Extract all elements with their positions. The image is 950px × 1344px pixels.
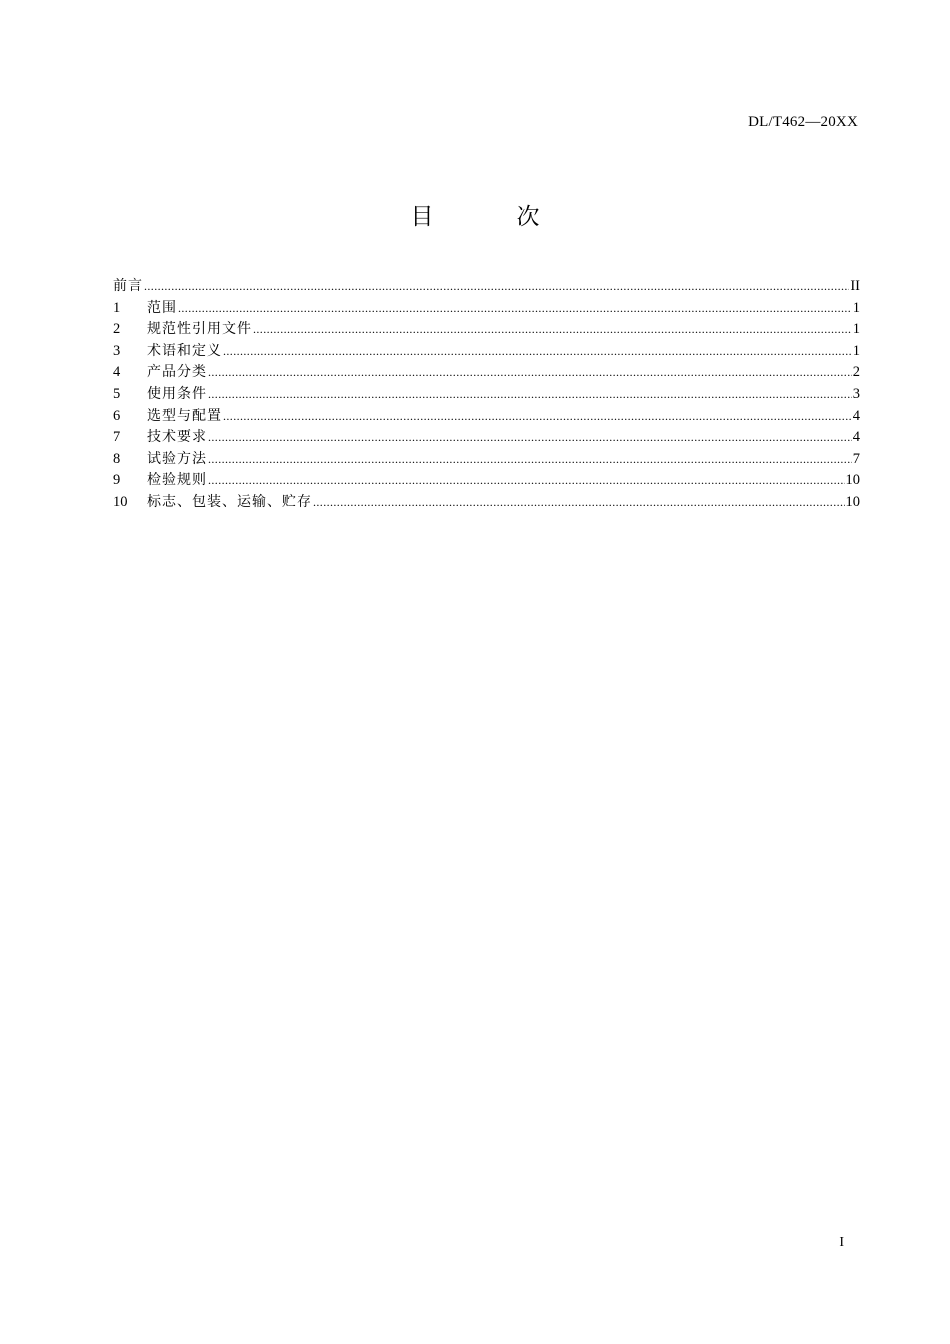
toc-entry-5[interactable] (113, 384, 860, 406)
toc-entry-page: II (850, 278, 860, 294)
toc-entry-number: 2 (113, 321, 121, 338)
toc-entry-number: 1 (113, 299, 121, 316)
toc-entry-7[interactable] (113, 427, 860, 449)
toc-entry-number: 4 (113, 364, 121, 381)
document-code: DL/T462—20XX (748, 114, 858, 130)
toc-entry-page: 2 (852, 364, 860, 381)
toc-entry-3[interactable] (113, 341, 860, 363)
toc-entry-9[interactable] (113, 470, 860, 492)
toc-entry-page: 10 (845, 493, 860, 510)
toc-entry-page: 4 (852, 407, 860, 424)
toc-entry-label: 前言 (113, 278, 143, 294)
toc-entry-page: 1 (852, 342, 860, 359)
toc-entry-label: 选型与配置 (147, 407, 222, 424)
dot-leader (208, 384, 852, 406)
toc-entry-number: 7 (113, 429, 121, 446)
dot-leader (253, 319, 852, 341)
toc-entry-label: 标志、包装、运输、贮存 (147, 493, 312, 510)
toc-entry-label: 技术要求 (147, 429, 207, 446)
toc-entry-number: 10 (113, 493, 128, 510)
toc-entry-label: 试验方法 (147, 450, 207, 467)
dot-leader (223, 341, 852, 363)
toc-entry-2[interactable] (113, 319, 860, 341)
toc-entry-1[interactable] (113, 298, 860, 320)
toc-entry-number: 6 (113, 407, 121, 424)
toc-entry-page: 7 (852, 450, 860, 467)
page-title: 目 次 (410, 204, 570, 230)
toc-entry-page: 1 (852, 321, 860, 338)
toc-entry-number: 8 (113, 450, 121, 467)
dot-leader (208, 427, 852, 449)
dot-leader (178, 298, 852, 320)
toc-entry-8[interactable] (113, 449, 860, 471)
toc-entry-label: 产品分类 (147, 364, 207, 381)
toc-entry-10[interactable] (113, 492, 860, 514)
toc-entry-label: 范围 (147, 299, 177, 316)
toc-entry-foreword[interactable] (113, 276, 860, 298)
toc-entry-label: 术语和定义 (147, 342, 222, 359)
toc-entry-6[interactable] (113, 406, 860, 428)
toc-entry-number: 9 (113, 472, 121, 489)
dot-leader (208, 470, 845, 492)
dot-leader (144, 276, 849, 298)
table-of-contents (113, 276, 860, 514)
toc-entry-page: 3 (852, 385, 860, 402)
toc-entry-label: 检验规则 (147, 472, 207, 489)
toc-entry-page: 10 (845, 472, 860, 489)
toc-entry-number: 5 (113, 385, 121, 402)
toc-entry-page: 1 (852, 299, 860, 316)
page-number: I (839, 1235, 844, 1250)
toc-entry-4[interactable] (113, 362, 860, 384)
dot-leader (313, 492, 845, 514)
dot-leader (208, 449, 852, 471)
toc-entry-label: 使用条件 (147, 385, 207, 402)
dot-leader (223, 406, 852, 428)
toc-entry-label: 规范性引用文件 (147, 321, 252, 338)
toc-entry-number: 3 (113, 342, 121, 359)
toc-entry-page: 4 (852, 429, 860, 446)
dot-leader (208, 362, 852, 384)
